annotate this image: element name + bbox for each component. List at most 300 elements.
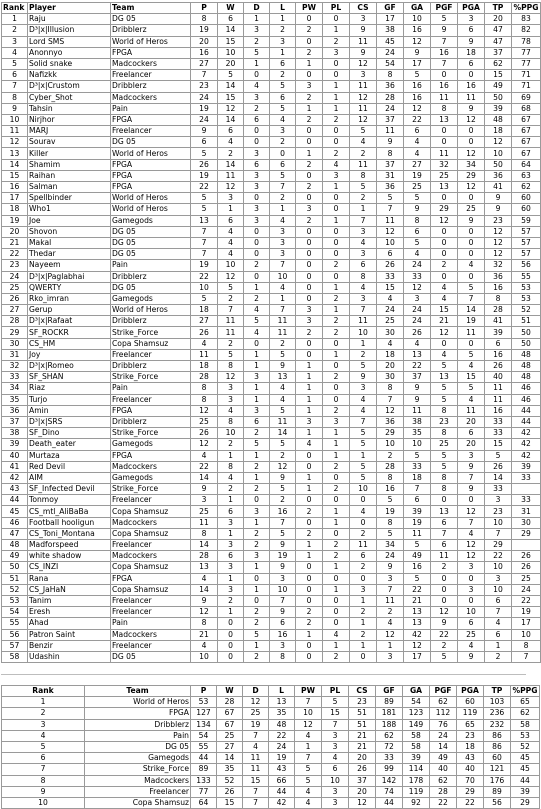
player-cell: 0 [431, 70, 458, 81]
player-cell: 4 [431, 349, 458, 360]
team-cell: 72 [376, 741, 403, 752]
player-cell: 2 [350, 193, 377, 204]
player-cell: 7 [2, 81, 28, 92]
player-cell: 10 [2, 114, 28, 125]
player-cell: 10 [458, 607, 485, 618]
team-cell: 15 [217, 797, 243, 808]
team-row [2, 797, 540, 808]
player-cell: 19 [191, 103, 218, 114]
player-cell: 0 [296, 562, 323, 573]
player-cell: 2 [323, 461, 350, 472]
player-row [2, 595, 541, 606]
player-row [2, 126, 541, 137]
player-cell: 1 [270, 14, 296, 25]
player-cell: 2 [431, 640, 458, 651]
player-cell: 11 [350, 81, 377, 92]
player-row [2, 372, 541, 383]
player-cell: 1 [323, 349, 350, 360]
player-cell: 5 [458, 349, 485, 360]
player-cell: 57 [512, 226, 541, 237]
player-cell: 9 [458, 215, 485, 226]
player-cell: 1 [270, 47, 296, 58]
team-cell: 14 [217, 753, 243, 764]
player-cell: 0 [431, 249, 458, 260]
player-cell: 12 [458, 148, 485, 159]
player-cell: 24 [191, 114, 218, 125]
player-cell: 1 [270, 293, 296, 304]
player-cell: DG 05 [111, 14, 191, 25]
player-cell: 3 [350, 14, 377, 25]
player-cell: 5 [458, 282, 485, 293]
player-cell: 5 [404, 70, 431, 81]
player-cell: CS_Toni_Montana [28, 528, 111, 539]
player-row [2, 428, 541, 439]
player-cell: 39 [512, 461, 541, 472]
player-cell: 26 [485, 361, 512, 372]
player-cell: 0 [350, 651, 377, 662]
player-cell: 1 [296, 405, 323, 416]
player-cell: 5 [218, 70, 244, 81]
player-cell: 37 [404, 372, 431, 383]
player-row [2, 47, 541, 58]
player-row [2, 249, 541, 260]
team-cell: 7 [2, 764, 85, 775]
player-cell: 5 [377, 193, 404, 204]
team-row [2, 764, 540, 775]
player-cell: Cyber_Shot [28, 92, 111, 103]
player-cell: 0 [431, 126, 458, 137]
team-row [2, 775, 540, 786]
team-cell: 27 [217, 741, 243, 752]
team-cell: 26 [217, 786, 243, 797]
player-cell: 1 [296, 148, 323, 159]
team-cell: 3 [322, 741, 349, 752]
player-cell: 4 [2, 47, 28, 58]
player-header-rank: Rank [2, 3, 28, 14]
team-cell: 5 [2, 741, 85, 752]
player-cell: 7 [191, 237, 218, 248]
player-header-tp: TP [485, 3, 512, 14]
player-row [2, 159, 541, 170]
player-cell: 1 [350, 618, 377, 629]
player-cell: 1 [296, 540, 323, 551]
player-cell: Freelancer [111, 640, 191, 651]
team-cell: 45 [511, 753, 540, 764]
player-cell: 29 [485, 540, 512, 551]
player-cell: 11 [191, 349, 218, 360]
player-cell: 0 [323, 361, 350, 372]
player-cell: 18 [485, 126, 512, 137]
player-cell: 14 [2, 159, 28, 170]
player-cell: 12 [458, 114, 485, 125]
team-row [2, 708, 540, 719]
player-cell: 0 [431, 584, 458, 595]
player-cell: FPGA [111, 114, 191, 125]
team-row [2, 719, 540, 730]
player-cell: 41 [485, 182, 512, 193]
player-cell: 12 [191, 405, 218, 416]
player-row [2, 182, 541, 193]
player-cell: 19 [404, 170, 431, 181]
player-cell: 42 [512, 428, 541, 439]
player-cell: 0 [458, 70, 485, 81]
team-row [2, 697, 540, 708]
player-cell: 0 [296, 651, 323, 662]
player-cell: 20 [485, 14, 512, 25]
player-cell: 5 [431, 461, 458, 472]
player-cell: 24 [404, 316, 431, 327]
player-cell: 5 [191, 293, 218, 304]
player-cell: World of Heros [111, 36, 191, 47]
player-cell: 0 [323, 338, 350, 349]
player-cell: 1 [244, 517, 270, 528]
player-cell: 50 [512, 327, 541, 338]
player-cell: 16 [377, 484, 404, 495]
player-cell: 44 [512, 416, 541, 427]
player-cell: 5 [191, 193, 218, 204]
player-cell: 1 [296, 372, 323, 383]
player-cell: 83 [512, 14, 541, 25]
player-cell: 37 [485, 47, 512, 58]
player-cell: 4 [270, 114, 296, 125]
team-cell: Madcockers [85, 775, 191, 786]
player-cell: 4 [270, 394, 296, 405]
team-cell: 19 [243, 719, 269, 730]
player-cell: Madcockers [111, 517, 191, 528]
player-cell: Copa Shamsuz [111, 562, 191, 573]
player-cell: 3 [270, 36, 296, 47]
players-table [1, 2, 541, 663]
team-header-cs: CS [349, 686, 376, 697]
player-cell: 0 [296, 495, 323, 506]
player-row [2, 562, 541, 573]
player-cell: 48 [512, 372, 541, 383]
team-cell: 232 [484, 719, 511, 730]
player-cell: 4 [404, 249, 431, 260]
player-cell: 2 [270, 70, 296, 81]
player-cell: 42 [512, 439, 541, 450]
player-cell: 5 [270, 103, 296, 114]
team-cell: 44 [376, 797, 403, 808]
team-row [2, 730, 540, 741]
player-cell: 19 [191, 25, 218, 36]
player-cell: 1 [296, 394, 323, 405]
player-header-p: P [191, 3, 218, 14]
player-cell: 28 [2, 316, 28, 327]
team-cell: 29 [457, 786, 484, 797]
player-row [2, 416, 541, 427]
player-cell: 4 [270, 282, 296, 293]
player-cell: 56 [512, 260, 541, 271]
player-cell: 0 [458, 237, 485, 248]
player-cell: 12 [191, 607, 218, 618]
team-header-ga: GA [403, 686, 430, 697]
player-cell: 4 [244, 81, 270, 92]
player-cell: 56 [2, 629, 28, 640]
player-cell: 10 [377, 237, 404, 248]
player-cell: 9 [350, 47, 377, 58]
player-cell: 25 [512, 573, 541, 584]
player-cell: 19 [512, 607, 541, 618]
player-cell: 5 [218, 282, 244, 293]
player-cell: World of Heros [111, 148, 191, 159]
player-cell: Shamim [28, 159, 111, 170]
player-cell: 67 [512, 148, 541, 159]
player-cell: 2 [296, 506, 323, 517]
player-cell: 24 [191, 92, 218, 103]
player-cell: 3 [296, 81, 323, 92]
player-cell: Pain [111, 103, 191, 114]
player-cell: 3 [323, 170, 350, 181]
player-cell: Dribblerz [111, 361, 191, 372]
team-cell: 62 [376, 730, 403, 741]
player-header-pgf: PGF [431, 3, 458, 14]
player-cell: 50 [485, 159, 512, 170]
player-cell: 22 [485, 551, 512, 562]
player-cell: 0 [458, 573, 485, 584]
player-cell: Strike_Force [111, 484, 191, 495]
player-cell: 60 [512, 204, 541, 215]
player-cell: 19 [458, 316, 485, 327]
player-cell: Gerup [28, 305, 111, 316]
team-cell: 58 [403, 741, 430, 752]
player-cell: 2 [485, 651, 512, 662]
player-cell: 5 [270, 81, 296, 92]
player-cell: 45 [377, 36, 404, 47]
player-cell: 0 [296, 70, 323, 81]
player-cell: SF_Dino [28, 428, 111, 439]
player-cell: World of Heros [111, 305, 191, 316]
player-cell: 33 [512, 495, 541, 506]
player-cell: 1 [218, 607, 244, 618]
player-cell: 0 [296, 293, 323, 304]
team-header-team: Team [85, 686, 191, 697]
player-cell: Copa Shamsuz [111, 506, 191, 517]
player-cell: Nayeem [28, 260, 111, 271]
player-row [2, 618, 541, 629]
player-cell: 11 [377, 126, 404, 137]
player-cell: 0 [244, 573, 270, 584]
team-cell: 181 [376, 708, 403, 719]
team-cell: 58 [403, 730, 430, 741]
player-cell: 67 [512, 114, 541, 125]
player-row [2, 316, 541, 327]
player-cell: Turjo [28, 394, 111, 405]
player-row [2, 193, 541, 204]
player-cell: 5 [270, 405, 296, 416]
team-cell: 5 [295, 764, 322, 775]
player-cell: 3 [270, 249, 296, 260]
player-cell: 11 [431, 92, 458, 103]
player-cell: 10 [485, 148, 512, 159]
player-cell: 3 [485, 573, 512, 584]
player-cell: 0 [244, 595, 270, 606]
player-cell: 57 [2, 640, 28, 651]
team-cell: 66 [269, 775, 295, 786]
team-cell: 7 [243, 797, 269, 808]
player-cell: 67 [512, 137, 541, 148]
player-cell: 0 [431, 495, 458, 506]
player-cell: 4 [191, 450, 218, 461]
player-cell: 33 [485, 416, 512, 427]
player-cell: 4 [350, 237, 377, 248]
player-cell: 3 [350, 70, 377, 81]
player-cell: 42 [2, 472, 28, 483]
player-cell: 0 [431, 573, 458, 584]
player-cell: 28 [377, 461, 404, 472]
player-cell: 0 [323, 204, 350, 215]
player-cell: 2 [218, 439, 244, 450]
player-cell: 16 [458, 81, 485, 92]
player-cell: 2 [244, 651, 270, 662]
player-row [2, 450, 541, 461]
team-cell: 51 [349, 719, 376, 730]
player-cell: 6 [485, 338, 512, 349]
player-cell: 4 [458, 394, 485, 405]
player-row [2, 361, 541, 372]
player-cell: 6 [2, 70, 28, 81]
player-cell: 68 [512, 103, 541, 114]
player-row [2, 349, 541, 360]
player-cell: 12 [350, 114, 377, 125]
player-cell: 3 [218, 540, 244, 551]
player-cell: 0 [431, 226, 458, 237]
player-cell: 0 [323, 237, 350, 248]
player-cell: 0 [323, 607, 350, 618]
team-cell: 7 [295, 753, 322, 764]
player-cell: 54 [2, 607, 28, 618]
player-cell: 11 [270, 327, 296, 338]
player-cell: 3 [244, 182, 270, 193]
player-cell: 3 [296, 316, 323, 327]
player-cell: 5 [350, 439, 377, 450]
player-row [2, 640, 541, 651]
player-cell: 30 [377, 327, 404, 338]
team-cell: 142 [376, 775, 403, 786]
player-cell: 12 [485, 237, 512, 248]
player-row [2, 484, 541, 495]
team-cell: 62 [430, 697, 457, 708]
player-cell: 59 [512, 215, 541, 226]
player-cell: 34 [377, 540, 404, 551]
player-cell: 12 [458, 506, 485, 517]
player-cell: World of Heros [111, 204, 191, 215]
players-header-row [2, 3, 541, 14]
player-cell: 5 [431, 651, 458, 662]
team-cell: 11 [243, 753, 269, 764]
team-row [2, 786, 540, 797]
player-cell: 13 [431, 182, 458, 193]
player-row [2, 405, 541, 416]
player-cell: MARJ [28, 126, 111, 137]
player-cell: 0 [244, 137, 270, 148]
player-cell: Strike_Force [111, 428, 191, 439]
teams-body [2, 697, 540, 809]
player-cell: 9 [431, 25, 458, 36]
team-cell: 26 [349, 764, 376, 775]
player-cell: 3 [218, 193, 244, 204]
player-cell: 6 [270, 58, 296, 69]
player-cell: 5 [244, 316, 270, 327]
player-cell: 36 [485, 170, 512, 181]
player-cell: 8 [2, 92, 28, 103]
player-cell: 0 [323, 249, 350, 260]
player-cell: 5 [350, 182, 377, 193]
player-cell: 1 [296, 484, 323, 495]
player-cell: 0 [431, 595, 458, 606]
player-cell: 0 [218, 640, 244, 651]
player-cell: 2 [296, 114, 323, 125]
player-cell [512, 484, 541, 495]
player-cell: Pain [111, 383, 191, 394]
player-cell: 4 [191, 640, 218, 651]
player-cell: 2 [270, 450, 296, 461]
player-cell: 2 [431, 562, 458, 573]
player-cell: 29 [2, 327, 28, 338]
player-cell: 0 [296, 260, 323, 271]
player-row [2, 517, 541, 528]
player-cell: 0 [350, 517, 377, 528]
team-cell: 43 [457, 753, 484, 764]
player-header-d: D [244, 3, 270, 14]
team-cell: 54 [191, 730, 217, 741]
player-cell: Freelancer [111, 70, 191, 81]
player-cell: 49 [404, 551, 431, 562]
player-cell: Freelancer [111, 126, 191, 137]
player-cell: 8 [350, 170, 377, 181]
player-cell: Raihan [28, 170, 111, 181]
player-cell: 8 [191, 394, 218, 405]
team-cell: 28 [430, 786, 457, 797]
team-cell: 24 [269, 741, 295, 752]
team-cell: Strike_Force [85, 764, 191, 775]
player-cell: 8 [218, 361, 244, 372]
player-cell: Death_eater [28, 439, 111, 450]
player-cell: 3 [218, 584, 244, 595]
team-cell: 53 [511, 730, 540, 741]
player-cell: 9 [458, 36, 485, 47]
player-row [2, 70, 541, 81]
team-cell: 236 [484, 708, 511, 719]
player-cell: 6 [404, 226, 431, 237]
player-cell: 9 [270, 472, 296, 483]
player-cell: 55 [512, 271, 541, 282]
player-cell: 9 [191, 484, 218, 495]
player-cell: 3 [323, 416, 350, 427]
player-cell: 12 [485, 226, 512, 237]
player-cell: 7 [270, 305, 296, 316]
player-cell: 6 [458, 58, 485, 69]
player-cell: 78 [512, 36, 541, 47]
player-row [2, 651, 541, 662]
player-cell: 12 [431, 607, 458, 618]
player-cell: 33 [2, 372, 28, 383]
player-cell: 25 [431, 439, 458, 450]
player-cell: 14 [191, 540, 218, 551]
player-cell: 6 [218, 14, 244, 25]
player-cell: 3 [270, 573, 296, 584]
player-cell: 0 [458, 193, 485, 204]
player-cell: 0 [296, 249, 323, 260]
player-cell: Madcockers [111, 92, 191, 103]
player-cell: 2 [2, 25, 28, 36]
player-cell: 19 [377, 506, 404, 517]
player-cell: 24 [404, 305, 431, 316]
player-cell: Dribblerz [111, 25, 191, 36]
player-cell: 11 [431, 551, 458, 562]
player-cell: 6 [218, 551, 244, 562]
team-cell: 89 [191, 764, 217, 775]
